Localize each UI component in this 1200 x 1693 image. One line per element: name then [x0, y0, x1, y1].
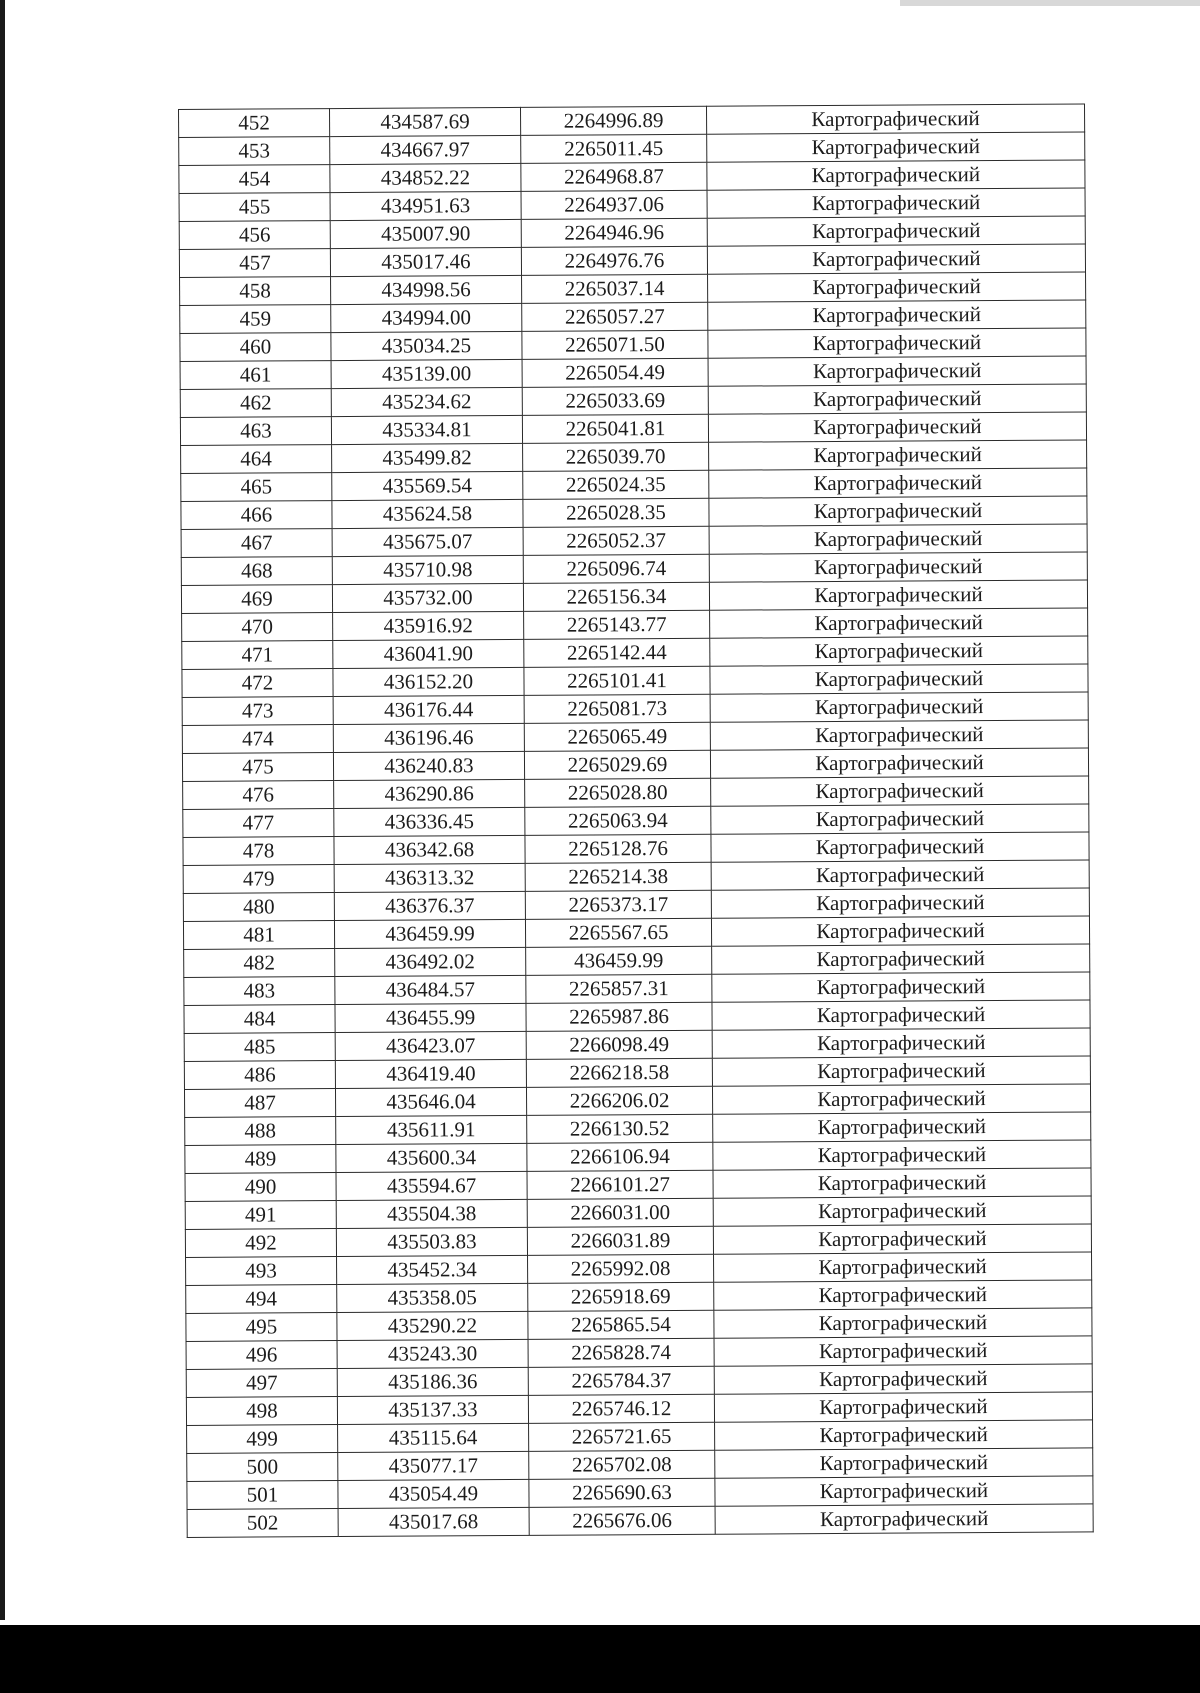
point-number-cell: 455 — [179, 193, 330, 222]
method-cell: Картографический — [712, 1000, 1090, 1030]
y-coordinate-cell: 2265029.69 — [524, 750, 710, 779]
method-cell: Картографический — [708, 272, 1086, 302]
point-number-cell: 462 — [180, 389, 331, 418]
method-cell: Картографический — [709, 552, 1087, 582]
method-cell: Картографический — [711, 916, 1089, 946]
point-number-cell: 493 — [186, 1257, 337, 1286]
y-coordinate-cell: 2265028.35 — [523, 498, 709, 527]
method-cell: Картографический — [713, 1224, 1091, 1254]
point-number-cell: 468 — [181, 557, 332, 586]
point-number-cell: 467 — [181, 529, 332, 558]
point-number-cell: 472 — [182, 669, 333, 698]
point-number-cell: 470 — [182, 613, 333, 642]
method-cell: Картографический — [709, 496, 1087, 526]
method-cell: Картографический — [710, 748, 1088, 778]
point-number-cell: 464 — [181, 445, 332, 474]
method-cell: Картографический — [708, 300, 1086, 330]
point-number-cell: 477 — [183, 809, 334, 838]
x-coordinate-cell: 436459.99 — [334, 919, 525, 948]
method-cell: Картографический — [709, 440, 1087, 470]
scan-top-shadow — [900, 0, 1200, 6]
x-coordinate-cell: 435234.62 — [331, 387, 522, 416]
x-coordinate-cell: 435710.98 — [332, 555, 523, 584]
point-number-cell: 492 — [185, 1229, 336, 1258]
y-coordinate-cell: 2266206.02 — [526, 1086, 712, 1115]
method-cell: Картографический — [706, 104, 1084, 134]
x-coordinate-cell: 434998.56 — [331, 275, 522, 304]
method-cell: Картографический — [708, 328, 1086, 358]
method-cell: Картографический — [714, 1308, 1092, 1338]
x-coordinate-cell: 435499.82 — [332, 443, 523, 472]
y-coordinate-cell: 2265143.77 — [524, 610, 710, 639]
x-coordinate-cell: 435007.90 — [330, 219, 521, 248]
y-coordinate-cell: 2265567.65 — [525, 918, 711, 947]
y-coordinate-cell: 2265156.34 — [523, 582, 709, 611]
x-coordinate-cell: 435017.46 — [330, 247, 521, 276]
x-coordinate-cell: 435034.25 — [331, 331, 522, 360]
y-coordinate-cell: 2265041.81 — [522, 414, 708, 443]
y-coordinate-cell: 2266098.49 — [526, 1030, 712, 1059]
method-cell: Картографический — [712, 1056, 1090, 1086]
method-cell: Картографический — [711, 804, 1089, 834]
point-number-cell: 489 — [185, 1145, 336, 1174]
point-number-cell: 498 — [186, 1397, 337, 1426]
y-coordinate-cell: 2265128.76 — [525, 834, 711, 863]
y-coordinate-cell: 2265037.14 — [522, 274, 708, 303]
x-coordinate-cell: 435732.00 — [332, 583, 523, 612]
point-number-cell: 456 — [179, 221, 330, 250]
method-cell: Картографический — [714, 1280, 1092, 1310]
method-cell: Картографический — [712, 944, 1090, 974]
y-coordinate-cell: 2265028.80 — [525, 778, 711, 807]
x-coordinate-cell: 435916.92 — [333, 611, 524, 640]
point-number-cell: 463 — [180, 417, 331, 446]
y-coordinate-cell: 2266218.58 — [526, 1058, 712, 1087]
method-cell: Картографический — [710, 692, 1088, 722]
method-cell: Картографический — [711, 776, 1089, 806]
point-number-cell: 478 — [183, 837, 334, 866]
scan-bottom-band — [0, 1625, 1200, 1693]
method-cell: Картографический — [707, 160, 1085, 190]
method-cell: Картографический — [715, 1504, 1093, 1534]
point-number-cell: 488 — [185, 1117, 336, 1146]
x-coordinate-cell: 436376.37 — [334, 891, 525, 920]
point-number-cell: 494 — [186, 1285, 337, 1314]
point-number-cell: 496 — [186, 1341, 337, 1370]
x-coordinate-cell: 435624.58 — [332, 499, 523, 528]
x-coordinate-cell: 434951.63 — [330, 191, 521, 220]
x-coordinate-cell: 435646.04 — [335, 1087, 526, 1116]
y-coordinate-cell: 2265065.49 — [524, 722, 710, 751]
point-number-cell: 486 — [184, 1061, 335, 1090]
method-cell: Картографический — [712, 1084, 1090, 1114]
y-coordinate-cell: 2265081.73 — [524, 694, 710, 723]
y-coordinate-cell: 2265057.27 — [522, 302, 708, 331]
point-number-cell: 454 — [179, 165, 330, 194]
method-cell: Картографический — [710, 636, 1088, 666]
point-number-cell: 473 — [182, 697, 333, 726]
method-cell: Картографический — [707, 188, 1085, 218]
method-cell: Картографический — [707, 132, 1085, 162]
method-cell: Картографический — [708, 412, 1086, 442]
y-coordinate-cell: 2265033.69 — [522, 386, 708, 415]
y-coordinate-cell: 2265052.37 — [523, 526, 709, 555]
x-coordinate-cell: 434587.69 — [330, 107, 521, 136]
y-coordinate-cell: 2266101.27 — [527, 1170, 713, 1199]
point-number-cell: 491 — [185, 1201, 336, 1230]
point-number-cell: 461 — [180, 361, 331, 390]
y-coordinate-cell: 2265746.12 — [528, 1394, 714, 1423]
x-coordinate-cell: 436313.32 — [334, 863, 525, 892]
y-coordinate-cell: 2265373.17 — [525, 890, 711, 919]
x-coordinate-cell: 436455.99 — [335, 1003, 526, 1032]
point-number-cell: 471 — [182, 641, 333, 670]
x-coordinate-cell: 436152.20 — [333, 667, 524, 696]
point-number-cell: 501 — [187, 1481, 338, 1510]
x-coordinate-cell: 436492.02 — [335, 947, 526, 976]
x-coordinate-cell: 435452.34 — [337, 1255, 528, 1284]
y-coordinate-cell: 2264937.06 — [521, 190, 707, 219]
method-cell: Картографический — [709, 524, 1087, 554]
y-coordinate-cell: 2265063.94 — [525, 806, 711, 835]
y-coordinate-cell: 2265987.86 — [526, 1002, 712, 1031]
point-number-cell: 452 — [179, 109, 330, 138]
method-cell: Картографический — [710, 664, 1088, 694]
point-number-cell: 490 — [185, 1173, 336, 1202]
point-number-cell: 482 — [184, 949, 335, 978]
point-number-cell: 457 — [179, 249, 330, 278]
y-coordinate-cell: 2265918.69 — [528, 1282, 714, 1311]
point-number-cell: 497 — [186, 1369, 337, 1398]
point-number-cell: 458 — [180, 277, 331, 306]
x-coordinate-cell: 435017.68 — [338, 1507, 529, 1536]
x-coordinate-cell: 435504.38 — [336, 1199, 527, 1228]
method-cell: Картографический — [710, 720, 1088, 750]
y-coordinate-cell: 2266130.52 — [527, 1114, 713, 1143]
method-cell: Картографический — [709, 468, 1087, 498]
point-number-cell: 469 — [181, 585, 332, 614]
y-coordinate-cell: 2265702.08 — [529, 1450, 715, 1479]
point-number-cell: 484 — [184, 1005, 335, 1034]
x-coordinate-cell: 435569.54 — [332, 471, 523, 500]
x-coordinate-cell: 436423.07 — [335, 1031, 526, 1060]
point-number-cell: 500 — [187, 1453, 338, 1482]
x-coordinate-cell: 435137.33 — [337, 1395, 528, 1424]
method-cell: Картографический — [709, 580, 1087, 610]
x-coordinate-cell: 435243.30 — [337, 1339, 528, 1368]
x-coordinate-cell: 435600.34 — [336, 1143, 527, 1172]
method-cell: Картографический — [708, 384, 1086, 414]
method-cell: Картографический — [712, 1028, 1090, 1058]
x-coordinate-cell: 435290.22 — [337, 1311, 528, 1340]
y-coordinate-cell: 2264968.87 — [521, 162, 707, 191]
point-number-cell: 495 — [186, 1313, 337, 1342]
y-coordinate-cell: 2265024.35 — [523, 470, 709, 499]
method-cell: Картографический — [711, 832, 1089, 862]
point-number-cell: 466 — [181, 501, 332, 530]
method-cell: Картографический — [714, 1336, 1092, 1366]
method-cell: Картографический — [713, 1196, 1091, 1226]
point-number-cell: 481 — [183, 921, 334, 950]
method-cell: Картографический — [710, 608, 1088, 638]
method-cell: Картографический — [714, 1252, 1092, 1282]
point-number-cell: 465 — [181, 473, 332, 502]
scan-left-edge — [0, 0, 5, 1620]
y-coordinate-cell: 2265011.45 — [521, 134, 707, 163]
method-cell: Картографический — [707, 216, 1085, 246]
method-cell: Картографический — [713, 1112, 1091, 1142]
x-coordinate-cell: 435077.17 — [338, 1451, 529, 1480]
x-coordinate-cell: 435503.83 — [336, 1227, 527, 1256]
x-coordinate-cell: 434852.22 — [330, 163, 521, 192]
point-number-cell: 483 — [184, 977, 335, 1006]
point-number-cell: 480 — [183, 893, 334, 922]
y-coordinate-cell: 2265857.31 — [526, 974, 712, 1003]
x-coordinate-cell: 436336.45 — [334, 807, 525, 836]
x-coordinate-cell: 435358.05 — [337, 1283, 528, 1312]
y-coordinate-cell: 436459.99 — [526, 946, 712, 975]
y-coordinate-cell: 2265071.50 — [522, 330, 708, 359]
x-coordinate-cell: 436419.40 — [335, 1059, 526, 1088]
y-coordinate-cell: 2265039.70 — [523, 442, 709, 471]
method-cell: Картографический — [715, 1448, 1093, 1478]
y-coordinate-cell: 2264946.96 — [521, 218, 707, 247]
x-coordinate-cell: 434667.97 — [330, 135, 521, 164]
point-number-cell: 460 — [180, 333, 331, 362]
method-cell: Картографический — [708, 356, 1086, 386]
y-coordinate-cell: 2265828.74 — [528, 1338, 714, 1367]
method-cell: Картографический — [712, 972, 1090, 1002]
method-cell: Картографический — [707, 244, 1085, 274]
point-number-cell: 485 — [184, 1033, 335, 1062]
x-coordinate-cell: 435139.00 — [331, 359, 522, 388]
point-number-cell: 479 — [183, 865, 334, 894]
table-row — [187, 1504, 1093, 1538]
x-coordinate-cell: 436240.83 — [333, 751, 524, 780]
coordinate-table-container — [178, 103, 1089, 1537]
x-coordinate-cell: 435334.81 — [331, 415, 522, 444]
method-cell: Картографический — [715, 1476, 1093, 1506]
x-coordinate-cell: 434994.00 — [331, 303, 522, 332]
x-coordinate-cell: 435675.07 — [332, 527, 523, 556]
y-coordinate-cell: 2264976.76 — [521, 246, 707, 275]
point-number-cell: 487 — [184, 1089, 335, 1118]
point-number-cell: 476 — [183, 781, 334, 810]
point-number-cell: 474 — [182, 725, 333, 754]
x-coordinate-cell: 435594.67 — [336, 1171, 527, 1200]
method-cell: Картографический — [711, 888, 1089, 918]
y-coordinate-cell: 2265101.41 — [524, 666, 710, 695]
x-coordinate-cell: 436290.86 — [334, 779, 525, 808]
coordinate-table — [178, 103, 1094, 1538]
coordinate-table-body — [179, 104, 1094, 1538]
x-coordinate-cell: 436041.90 — [333, 639, 524, 668]
method-cell: Картографический — [711, 860, 1089, 890]
point-number-cell: 499 — [187, 1425, 338, 1454]
x-coordinate-cell: 436484.57 — [335, 975, 526, 1004]
y-coordinate-cell: 2266031.00 — [527, 1198, 713, 1227]
method-cell: Картографический — [715, 1420, 1093, 1450]
y-coordinate-cell: 2264996.89 — [520, 106, 706, 135]
y-coordinate-cell: 2265214.38 — [525, 862, 711, 891]
method-cell: Картографический — [713, 1140, 1091, 1170]
y-coordinate-cell: 2265096.74 — [523, 554, 709, 583]
y-coordinate-cell: 2265784.37 — [528, 1366, 714, 1395]
method-cell: Картографический — [714, 1392, 1092, 1422]
y-coordinate-cell: 2265992.08 — [528, 1254, 714, 1283]
y-coordinate-cell: 2265865.54 — [528, 1310, 714, 1339]
y-coordinate-cell: 2265054.49 — [522, 358, 708, 387]
method-cell: Картографический — [713, 1168, 1091, 1198]
x-coordinate-cell: 435611.91 — [336, 1115, 527, 1144]
x-coordinate-cell: 436342.68 — [334, 835, 525, 864]
y-coordinate-cell: 2265690.63 — [529, 1478, 715, 1507]
point-number-cell: 459 — [180, 305, 331, 334]
x-coordinate-cell: 436176.44 — [333, 695, 524, 724]
point-number-cell: 475 — [182, 753, 333, 782]
y-coordinate-cell: 2266106.94 — [527, 1142, 713, 1171]
point-number-cell: 502 — [187, 1509, 338, 1538]
method-cell: Картографический — [714, 1364, 1092, 1394]
y-coordinate-cell: 2266031.89 — [527, 1226, 713, 1255]
x-coordinate-cell: 435054.49 — [338, 1479, 529, 1508]
x-coordinate-cell: 435115.64 — [338, 1423, 529, 1452]
y-coordinate-cell: 2265676.06 — [529, 1506, 715, 1535]
x-coordinate-cell: 435186.36 — [337, 1367, 528, 1396]
y-coordinate-cell: 2265721.65 — [529, 1422, 715, 1451]
point-number-cell: 453 — [179, 137, 330, 166]
x-coordinate-cell: 436196.46 — [333, 723, 524, 752]
y-coordinate-cell: 2265142.44 — [524, 638, 710, 667]
